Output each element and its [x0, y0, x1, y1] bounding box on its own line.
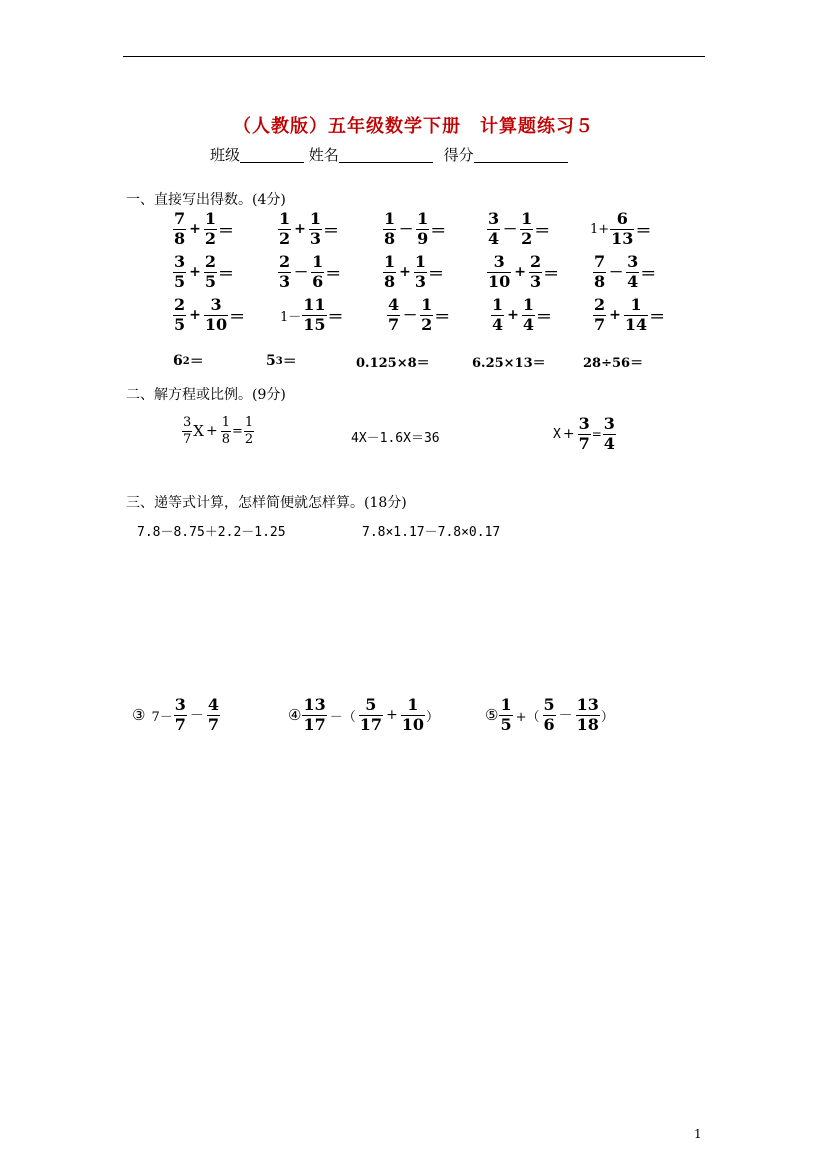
problem-3-5: 2 7 + $\frac{1}{14}$ ＝ — [594, 295, 666, 334]
problem-3-4: 1 4 + $\frac{1}{4}$ ＝ — [492, 295, 553, 334]
calc-problem-4: ④ 13 17 －（ 5 17 + $\frac{1}{10}$ ） — [288, 695, 440, 734]
problem-2-3: 1 8 + $\frac{1}{3}$ ＝ — [384, 252, 445, 291]
class-label: 班级 — [210, 146, 241, 164]
page-title: （人教版）五年级数学下册 计算题练习５ — [233, 116, 594, 137]
problem-2-2: 2 3 － 1 6 ＝ — [279, 252, 342, 291]
section-3-heading: 三、递等式计算，怎样简便就怎样算。(18分) — [126, 495, 407, 511]
name-label: 姓名 — [308, 146, 339, 164]
problem-1-1: 7 8 + $\frac{1}{2}$ ＝ — [174, 209, 235, 248]
problem-1-3: 1 8 － 1 9 ＝ — [384, 209, 447, 248]
problem-4-4: 6.25×13＝ — [472, 356, 546, 371]
calc-problem-5: ⑤ 1 5 +（ 5 6 － 13 18 ） — [485, 695, 614, 734]
section-2-heading: 二、解方程或比例。(9分) — [126, 387, 286, 403]
problem-4-2: 5 3 ＝ — [266, 353, 297, 370]
score-label: 得分 — [443, 146, 474, 164]
problem-1-5: 1+ $\frac{6}{13}$ ＝ — [590, 209, 652, 248]
equation-1: 3 7 X + $\frac{1}{8}$ = $\frac{1}{2}$ — [183, 415, 254, 447]
problem-3-1: 2 5 + $\frac{3}{10}$ ＝ — [174, 295, 246, 334]
equation-2: 4X－1.6X＝36 — [351, 431, 440, 446]
problem-1-2: 1 2 + $\frac{1}{3}$ ＝ — [279, 209, 340, 248]
problem-2-4: 3 10 + $\frac{2}{3}$ ＝ — [488, 252, 560, 291]
problem-4-1: 6 2 ＝ — [173, 353, 204, 370]
header-rule — [123, 56, 705, 57]
equation-3: X + $\frac{3}{7}$ = $\frac{3}{4}$ — [553, 414, 615, 453]
name-blank[interactable] — [339, 146, 433, 163]
section-1-heading: 一、直接写出得数。(4分) — [126, 192, 286, 208]
score-blank[interactable] — [474, 146, 568, 163]
problem-3-2: 1－ 11 15 ＝ — [280, 295, 344, 334]
problem-3-3: 4 7 － 1 2 ＝ — [388, 295, 451, 334]
problem-2-5: 7 8 － 3 4 ＝ — [594, 252, 657, 291]
problem-1-4: 3 4 － 1 2 ＝ — [488, 209, 551, 248]
student-info-fields — [210, 144, 568, 165]
problem-2-1: 3 5 + $\frac{2}{5}$ ＝ — [174, 252, 235, 291]
calc-problem-2: 7.8×1.17－7.8×0.17 — [362, 525, 501, 540]
problem-4-3: 0.125×8＝ — [356, 356, 430, 371]
page-number: 1 — [694, 1127, 702, 1141]
problem-4-5: 28÷56＝ — [583, 356, 644, 371]
class-blank[interactable] — [240, 146, 304, 163]
calc-problem-1: 7.8－8.75＋2.2－1.25 — [137, 525, 286, 540]
calc-problem-3: ③ 7－ 3 7 － 4 7 — [132, 695, 220, 734]
